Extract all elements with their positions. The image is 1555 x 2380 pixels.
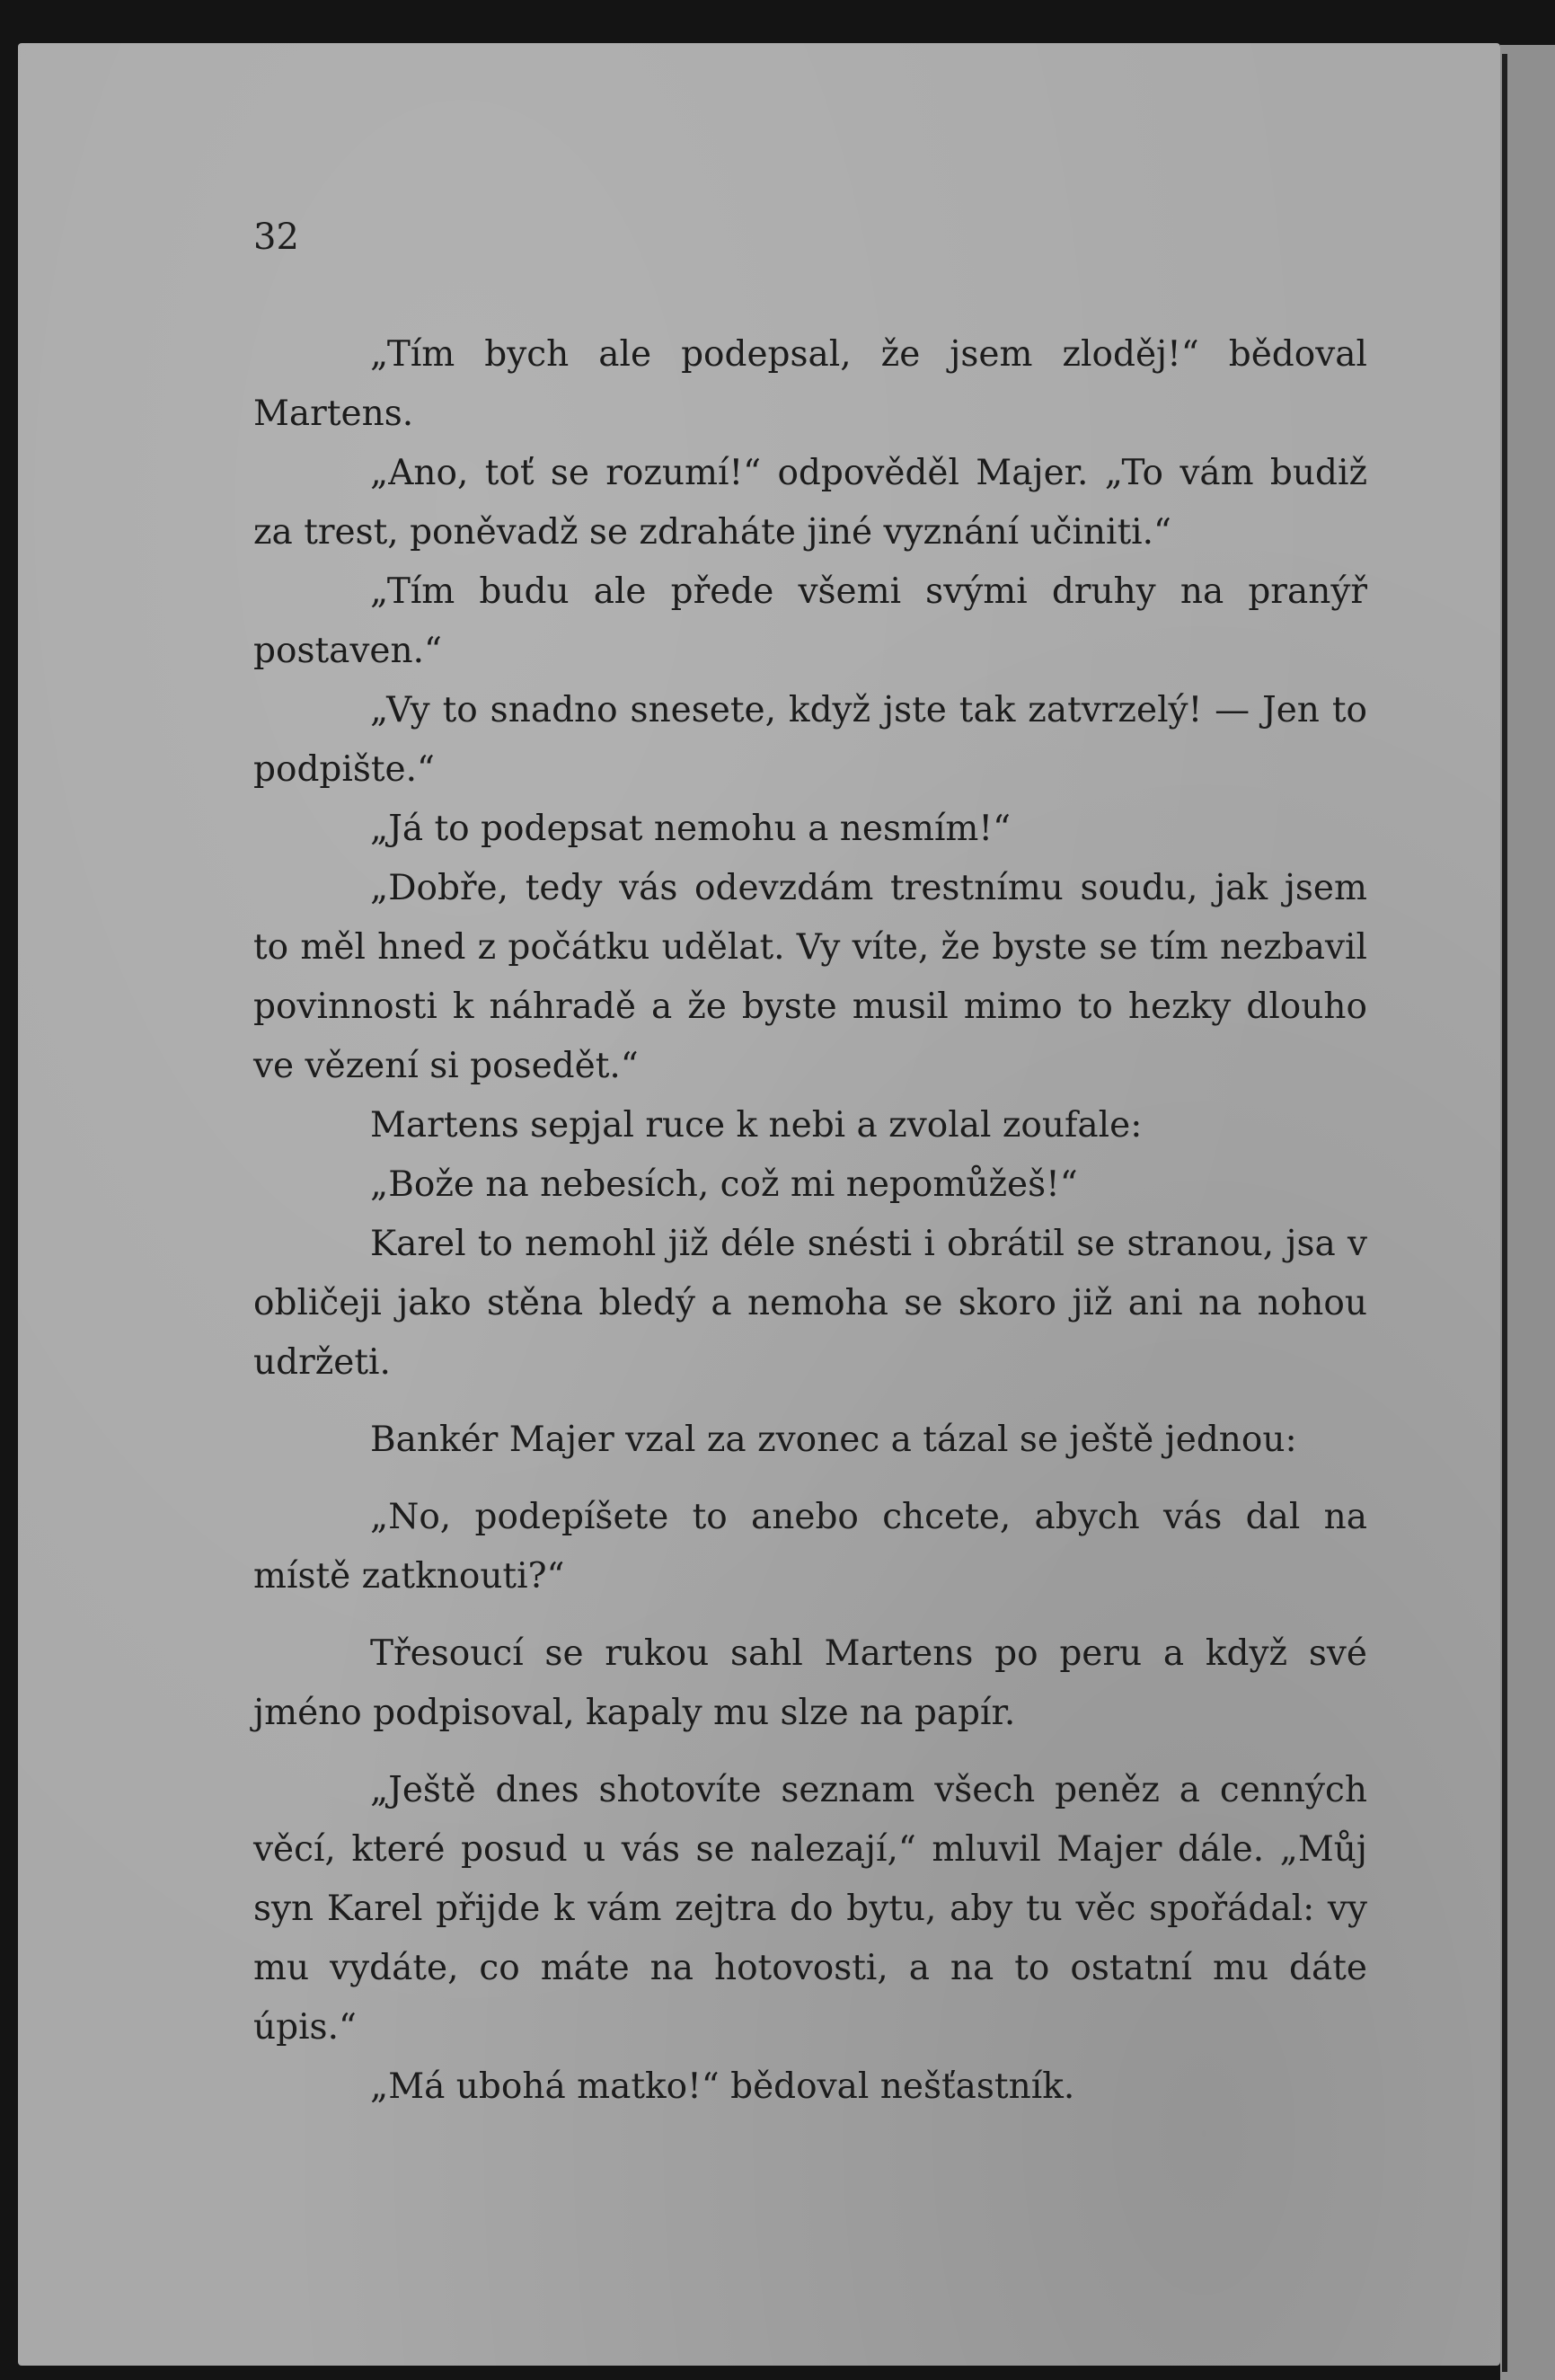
paragraph: Karel to nemohl již déle snésti i obrátil se stranou, jsa v obličeji jako stěna bledý a nemoha se skoro již ani na nohou udržeti.	[253, 1224, 1367, 1383]
paragraph: Martens sepjal ruce k nebi a zvolal zoufale:	[370, 1105, 1143, 1146]
paragraph: „No, podepíšete to anebo chcete, abych vás dal na místě zatknouti?“	[253, 1497, 1367, 1597]
paragraph: „Ano, toť se rozumí!“ odpověděl Majer. „To vám budiž za trest, poněvadž se zdraháte jiné vyznání učiniti.“	[253, 453, 1367, 553]
paragraph: „Tím budu ale přede všemi svými druhy na pranýř postaven.“	[253, 571, 1367, 671]
body-text	[253, 325, 1367, 2117]
paragraph: „Má ubohá matko!“ bědoval nešťastník.	[370, 2066, 1075, 2107]
page-binding-edge	[1502, 54, 1507, 2372]
paragraph: „Vy to snadno snesete, když jste tak zatvrzelý! — Jen to podpište.“	[253, 690, 1367, 790]
paragraph: „Tím bych ale podepsal, že jsem zloděj!“ bědoval Martens.	[253, 334, 1367, 434]
paragraph: „Dobře, tedy vás odevzdám trestnímu soudu, jak jsem to měl hned z počátku udělat. Vy víte, že byste se tím nezbavil povinnosti k náhradě a že byste musil mimo to hezky dlouho ve vězení si posedět.“	[253, 868, 1367, 1086]
page-number: 32	[253, 217, 299, 258]
adjacent-page-edge	[1500, 45, 1555, 2380]
paragraph: „Ještě dnes shotovíte seznam všech peněz a cenných věcí, které posud u vás se nalezají,“ mluvil Majer dále. „Můj syn Karel přijde k vám zejtra do bytu, aby tu věc spořádal: vy mu vydáte, co máte na hotovosti, a na to ostatní mu dáte úpis.“	[253, 1770, 1367, 2048]
paragraph: Bankér Majer vzal za zvonec a tázal se ještě jednou:	[370, 1420, 1297, 1460]
paragraph: „Bože na nebesích, což mi nepomůžeš!“	[370, 1164, 1078, 1205]
paragraph: Třesoucí se rukou sahl Martens po peru a když své jméno podpisoval, kapaly mu slze na papír.	[253, 1633, 1367, 1733]
paragraph: „Já to podepsat nemohu a nesmím!“	[370, 809, 1012, 849]
